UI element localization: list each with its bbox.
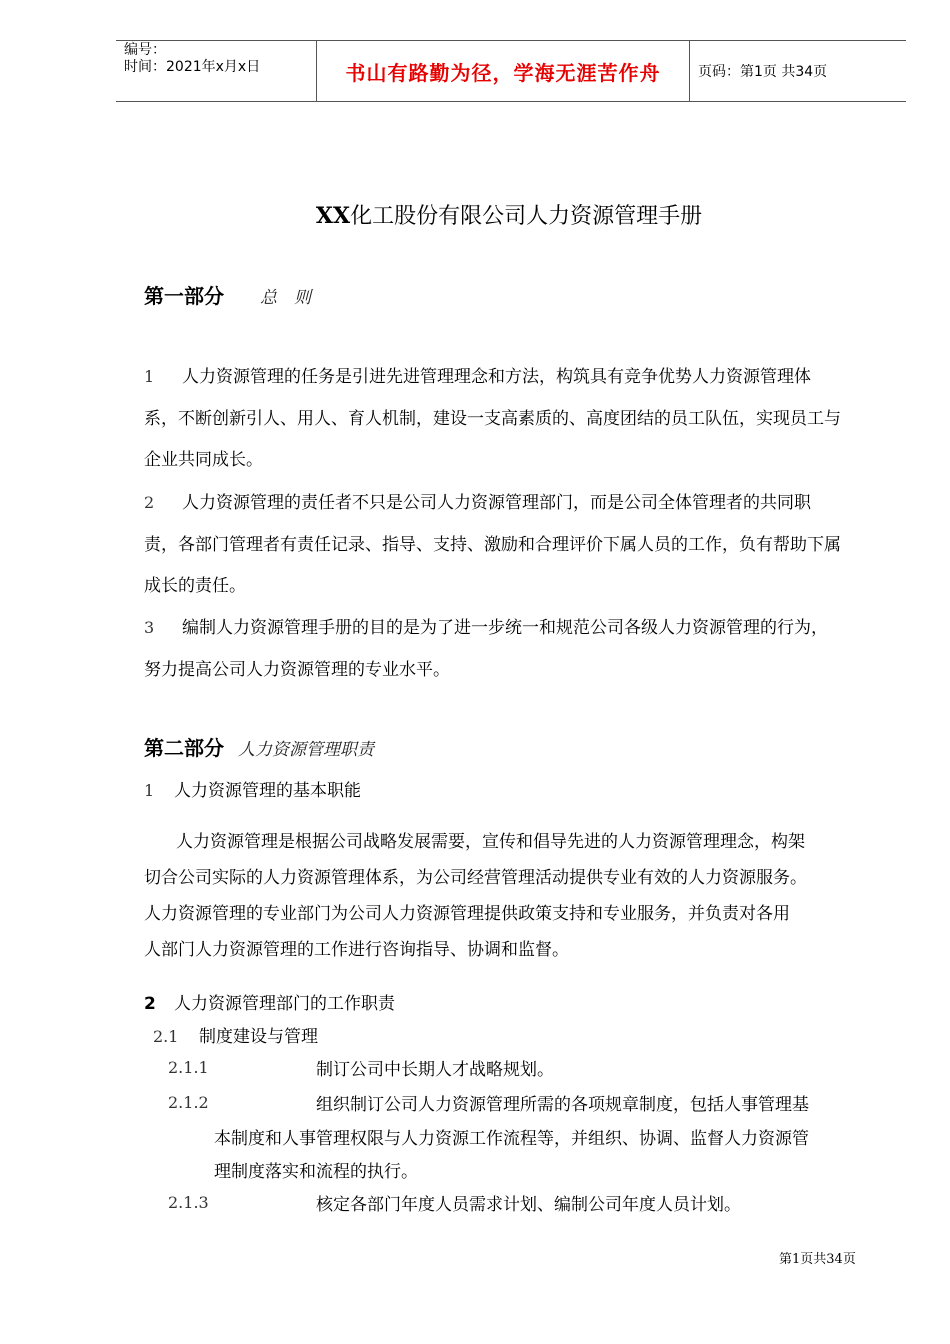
part2-heading: 第二部分 <box>144 736 224 760</box>
title-text: 化工股份有限公司人力资源管理手册 <box>350 204 703 229</box>
part2-subtitle: 人力资源管理职责 <box>238 740 374 760</box>
item-2-1-2-line1: 组织制订公司人力资源管理所需的各项规章制度，包括人事管理基 <box>316 1095 809 1115</box>
page-footer: 第1页共34页 <box>779 1252 856 1267</box>
section2-title: 人力资源管理部门的工作职责 <box>174 994 395 1014</box>
section1-body <box>144 824 807 968</box>
subsection-heading <box>153 1022 318 1047</box>
header-motto-cell <box>317 41 690 101</box>
part1-item3-num: 3 <box>144 618 155 637</box>
part1-item2-text <box>144 483 841 608</box>
item-2-1-1-num: 2.1.1 <box>168 1058 209 1077</box>
time-label: 时间：2021年x月x日 <box>124 59 261 75</box>
item-2-1-2-num: 2.1.2 <box>168 1093 209 1112</box>
page-info: 页码：第1页 共34页 <box>698 64 828 80</box>
subsection-title: 制度建设与管理 <box>199 1027 318 1047</box>
header-meta <box>116 41 317 101</box>
text-line: 人力资源管理的任务是引进先进管理理念和方法，构筑具有竞争优势人力资源管理体 <box>182 367 811 387</box>
part1-item3-text <box>144 608 828 691</box>
part1-item1-text <box>144 357 841 482</box>
item-2-1-3-text: 核定各部门年度人员需求计划、编制公司年度人员计划。 <box>316 1195 741 1215</box>
text-line: 企业共同成长。 <box>144 450 263 470</box>
serial-label: 编号： <box>124 42 166 58</box>
part1-heading-row <box>144 280 311 309</box>
part2-heading-row <box>144 732 374 761</box>
page-header <box>116 40 906 102</box>
section1-title: 人力资源管理的基本职能 <box>174 781 361 801</box>
section1-num: 1 <box>144 781 155 800</box>
motto: 书山有路勤为径，学海无涯苦作舟 <box>345 60 661 85</box>
text-line: 系，不断创新引人、用人、育人机制，建设一支高素质的、高度团结的员工队伍，实现员工与 <box>144 408 841 429</box>
item-2-1-1-text: 制订公司中长期人才战略规划。 <box>316 1060 554 1080</box>
text-line: 责，各部门管理者有责任记录、指导、支持、激励和合理评价下属人员的工作，负有帮助下属 <box>144 534 841 555</box>
part1-item1-num: 1 <box>144 367 155 386</box>
document-title <box>0 199 950 230</box>
text-line: 人力资源管理的责任者不只是公司人力资源管理部门，而是公司全体管理者的共同职 <box>182 493 811 513</box>
item-2-1-2-line3: 理制度落实和流程的执行。 <box>214 1162 418 1182</box>
section2-heading <box>144 989 395 1014</box>
header-page-info-cell <box>690 41 906 101</box>
text-line: 人力资源管理是根据公司战略发展需要，宣传和倡导先进的人力资源管理理念，构架 <box>176 832 805 852</box>
text-line: 成长的责任。 <box>144 576 246 596</box>
text-line: 人力资源管理的专业部门为公司人力资源管理提供政策支持和专业服务，并负责对各用 <box>144 904 790 924</box>
subsection-num: 2.1 <box>153 1027 179 1046</box>
part1-item2-num: 2 <box>144 493 155 512</box>
title-prefix: XX <box>315 203 351 229</box>
section1-heading <box>144 776 361 801</box>
text-line: 切合公司实际的人力资源管理体系，为公司经营管理活动提供专业有效的人力资源服务。 <box>144 868 807 888</box>
item-2-1-2-line2: 本制度和人事管理权限与人力资源工作流程等，并组织、协调、监督人力资源管 <box>214 1129 809 1149</box>
item-2-1-3-num: 2.1.3 <box>168 1193 209 1212</box>
part1-heading: 第一部分 <box>144 284 224 308</box>
text-line: 编制人力资源管理手册的目的是为了进一步统一和规范公司各级人力资源管理的行为， <box>182 618 828 638</box>
part1-subtitle: 总 则 <box>260 288 311 308</box>
text-line: 努力提高公司人力资源管理的专业水平。 <box>144 659 450 680</box>
text-line: 人部门人力资源管理的工作进行咨询指导、协调和监督。 <box>144 940 569 960</box>
section2-num: 2 <box>144 994 156 1014</box>
